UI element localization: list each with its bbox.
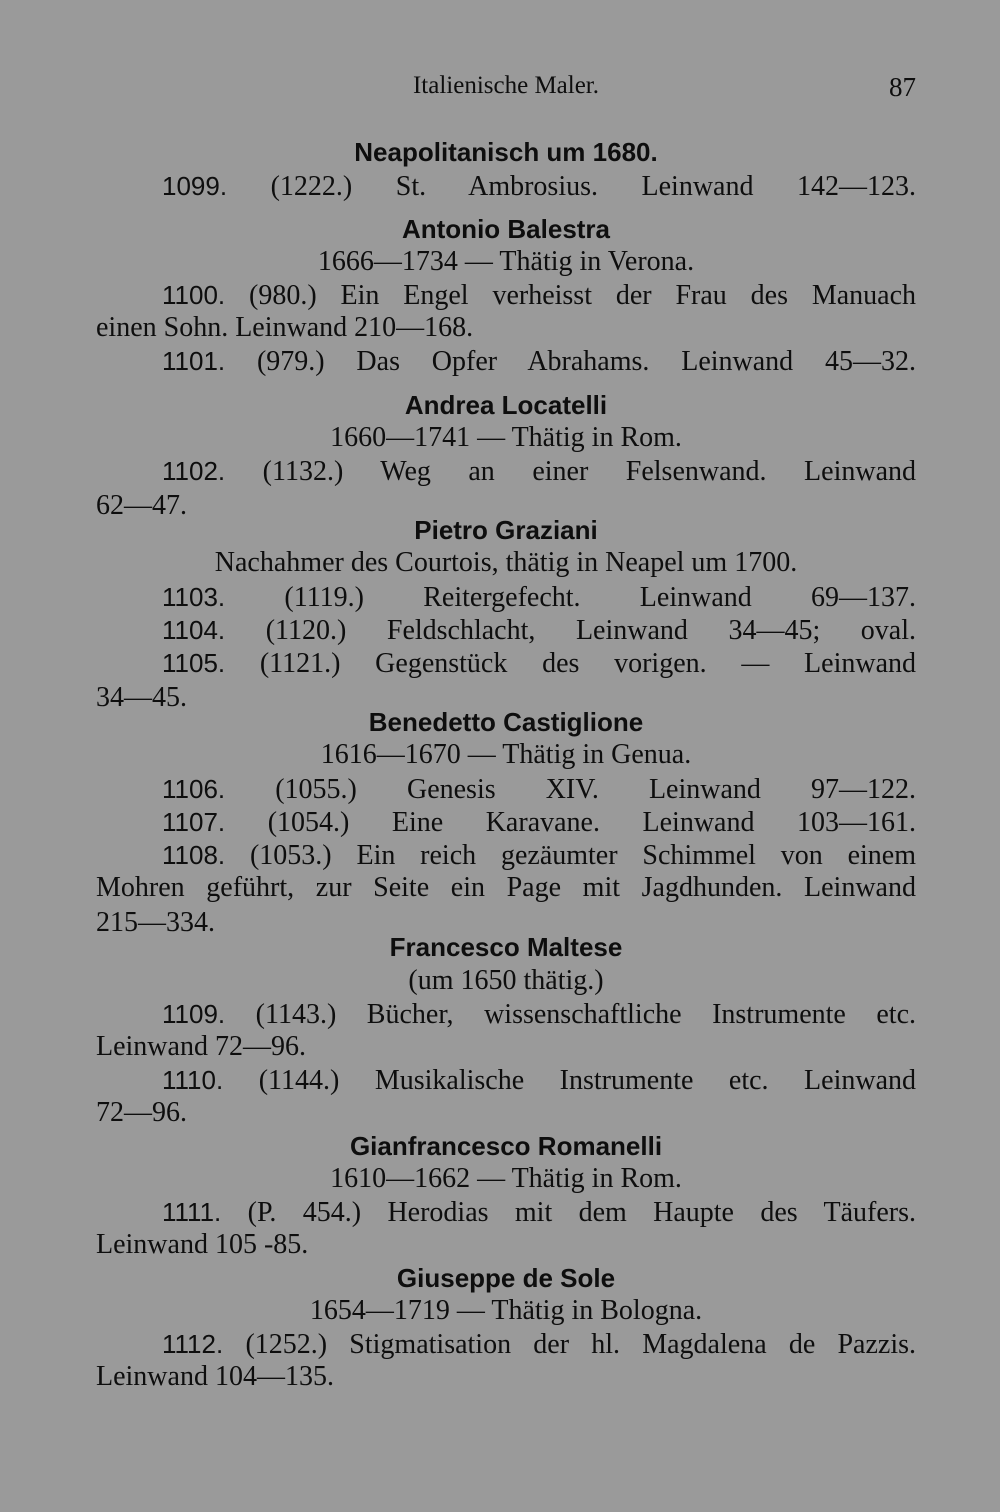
- section-heading: Francesco Maltese: [389, 932, 623, 962]
- entry-number: 1106.: [162, 774, 226, 804]
- entry-continuation: Leinwand 105 -85.: [96, 1229, 309, 1260]
- section-heading: Gianfrancesco Romanelli: [349, 1131, 663, 1161]
- catalog-entry: [96, 1196, 916, 1229]
- entry-text: (1252.) Stigmatisation der hl. Magdalena de Pazzis.: [245, 1329, 917, 1360]
- entry-text: (979.) Das Opfer Abrahams. Leinwand 45—32.: [256, 346, 916, 377]
- section-heading: Antonio Balestra: [401, 214, 611, 244]
- entry-continuation: Leinwand 104—135.: [96, 1361, 334, 1392]
- entry-number: 1108.: [162, 840, 226, 870]
- entry-number: 1110.: [162, 1065, 224, 1095]
- catalog-entry: [96, 455, 916, 488]
- entry-number: 1101.: [162, 346, 226, 376]
- entry-continuation: 34—45.: [96, 682, 187, 713]
- catalog-entry: [96, 839, 916, 872]
- entry-text: (980.) Ein Engel verheisst der Frau des Manuach: [249, 280, 917, 311]
- entry-number: 1109.: [162, 999, 226, 1029]
- artist-dates: 1616—1670 — Thätig in Genua.: [320, 739, 692, 770]
- catalog-entry: [96, 998, 916, 1031]
- artist-dates: 1610—1662 — Thätig in Rom.: [330, 1163, 682, 1194]
- artist-dates: (um 1650 thätig.): [408, 965, 604, 996]
- entry-number: 1111.: [162, 1197, 222, 1227]
- catalog-entry: [96, 345, 916, 378]
- entry-number: 1112.: [162, 1329, 224, 1359]
- artist-dates: 1666—1734 — Thätig in Verona.: [317, 246, 695, 277]
- section-heading: Benedetto Castiglione: [368, 707, 644, 737]
- running-head: [96, 72, 916, 108]
- section-heading: Pietro Graziani: [414, 515, 598, 545]
- entry-number: 1107.: [162, 807, 226, 837]
- entry-text: (1143.) Bücher, wissenschaftliche Instrumente etc.: [255, 999, 916, 1030]
- page-number: 87: [889, 72, 916, 102]
- entry-number: 1102.: [162, 456, 226, 486]
- entry-number: 1099.: [162, 171, 228, 201]
- entry-text: (1121.) Gegenstück des vorigen. — Leinwand: [259, 648, 917, 679]
- catalog-entry: [96, 614, 916, 647]
- artist-dates: Nachahmer des Courtois, thätig in Neapel um 1700.: [214, 547, 798, 578]
- entry-text: (1055.) Genesis XIV. Leinwand 97—122.: [275, 774, 916, 805]
- entry-number: 1100.: [162, 280, 226, 310]
- entry-text: (1132.) Weg an einer Felsenwand. Leinwand: [262, 456, 916, 487]
- entry-continuation: Leinwand 72—96.: [96, 1031, 306, 1062]
- entry-continuation: 62—47.: [96, 490, 187, 521]
- entry-continuation: Mohren geführt, zur Seite ein Page mit Jagdhunden. Leinwand: [96, 872, 916, 903]
- entry-number: 1104.: [162, 615, 226, 645]
- entry-text: (1222.) St. Ambrosius. Leinwand 142—123.: [270, 171, 917, 202]
- entry-number: 1105.: [162, 648, 226, 678]
- entry-number: 1103.: [162, 582, 226, 612]
- catalog-entry: [96, 773, 916, 806]
- entry-text: (1054.) Eine Karavane. Leinwand 103—161.: [267, 807, 916, 838]
- entry-text: (P. 454.) Herodias mit dem Haupte des Täufers.: [247, 1197, 917, 1228]
- section-heading: Andrea Locatelli: [404, 390, 608, 420]
- catalog-entry: [96, 170, 916, 203]
- catalog-entry: [96, 581, 916, 614]
- entry-text: (1053.) Ein reich gezäumter Schimmel von einem: [249, 840, 917, 871]
- section-heading: Giuseppe de Sole: [396, 1263, 616, 1293]
- running-title: Italienische Maler.: [412, 72, 600, 99]
- catalog-entry: [96, 647, 916, 680]
- catalog-entry: [96, 806, 916, 839]
- catalog-entry: [96, 1328, 916, 1361]
- entry-continuation: 72—96.: [96, 1097, 187, 1128]
- catalog-entry: [96, 1064, 916, 1097]
- artist-dates: 1660—1741 — Thätig in Rom.: [330, 422, 682, 453]
- catalog-entry: [96, 279, 916, 312]
- entry-text: (1144.) Musikalische Instrumente etc. Leinwand: [258, 1065, 916, 1096]
- section-heading: Neapolitanisch um 1680.: [354, 137, 658, 167]
- entry-continuation: einen Sohn. Leinwand 210—168.: [96, 312, 474, 343]
- entry-continuation: 215—334.: [96, 907, 215, 938]
- entry-text: (1120.) Feldschlacht, Leinwand 34—45; oval.: [265, 615, 917, 646]
- entry-text: (1119.) Reitergefecht. Leinwand 69—137.: [284, 582, 917, 613]
- artist-dates: 1654—1719 — Thätig in Bologna.: [309, 1295, 703, 1326]
